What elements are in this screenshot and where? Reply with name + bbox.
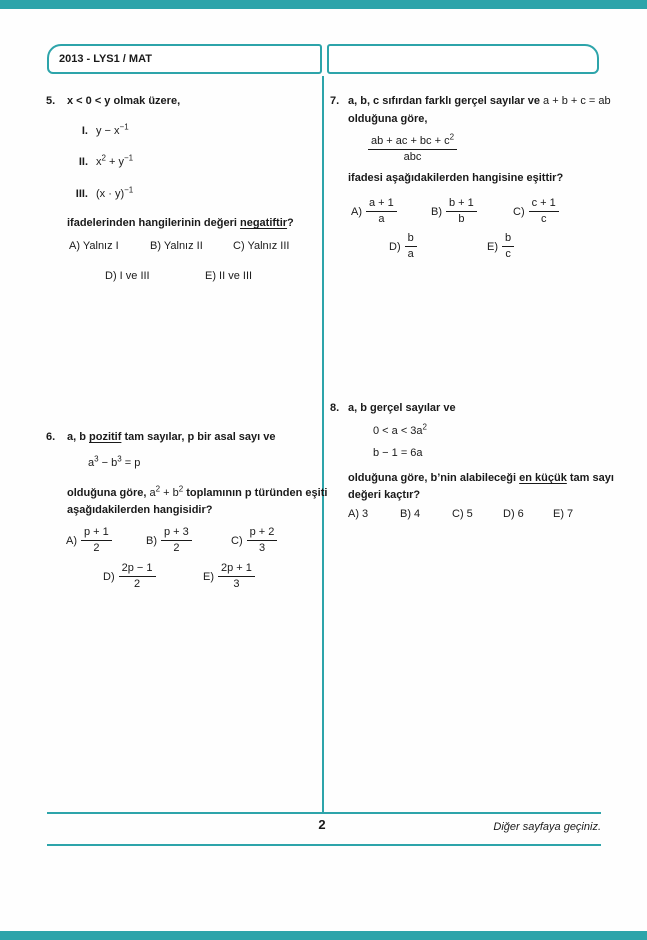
question-7-option-b [431,197,477,226]
page-edge-top-band [0,0,647,9]
roman-label: I. [81,125,88,137]
question-7-option-d [389,232,417,261]
question-stem-line-1: olduğuna göre, b’nin alabileceği en küçük tam sayı [348,472,614,484]
page-number: 2 [318,817,326,832]
question-8-option-b: B) 4 [400,508,421,520]
fraction-denominator: 2 [133,578,141,590]
question-5-option-a: A) Yalnız I [69,240,119,252]
fraction-numerator: b [405,232,417,247]
question-stem: ifadesi aşağıdakilerden hangisine eşittir? [348,172,564,184]
question-number: 8. [330,402,340,414]
statement-formula: $(x \cdot y)^{-1}$ [96,185,134,200]
question-6-option-b [146,526,192,555]
fraction-numerator: 2p − 1 [119,562,156,577]
question-6-option-c [231,526,277,555]
fraction-numerator: a + 1 [366,197,397,212]
fraction-denominator: a [407,248,414,260]
question-intro: a, b gerçel sayılar ve [348,402,456,414]
fraction [446,197,477,226]
fraction-denominator: b [458,213,465,225]
question-6-option-a [66,526,112,555]
fraction [161,526,192,555]
footer-note: Diğer sayfaya geçiniz. [493,821,601,833]
question-8-option-a: A) 3 [348,508,369,520]
question-number: 7. [330,95,340,107]
header-box-left [47,44,322,74]
fraction-numerator: ab + ac + bc + $c^2$ [368,135,457,150]
roman-label: III. [75,188,88,200]
fraction [247,526,278,555]
option-label: E) [203,570,214,583]
question-8 [330,401,615,531]
question-stem: ifadelerinden hangilerinin değeri negatiftir? [67,217,294,229]
exam-title: 2013 - LYS1 / MAT [59,53,152,65]
fraction-denominator: 2 [93,542,100,554]
option-label: B) [431,205,442,218]
question-8-option-e: E) 7 [553,508,574,520]
fraction [366,197,397,226]
page-edge-bottom-band [0,931,647,940]
fraction [218,562,255,591]
option-label: C) [231,534,243,547]
header-box-right [327,44,599,74]
question-7 [330,94,615,274]
question-stem-line-2: değeri kaçtır? [348,489,421,501]
question-intro-line-2: olduğuna göre, [348,113,428,125]
fraction-numerator: p + 3 [161,526,192,541]
footer-rule-top [47,812,601,814]
question-intro: x < 0 < y olmak üzere, [67,95,181,107]
question-intro: a, b pozitif tam sayılar, p bir asal sayı ve [67,431,276,443]
option-label: B) [146,534,157,547]
question-8-option-d: D) 6 [503,508,524,520]
question-8-option-c: C) 5 [452,508,473,520]
fraction-numerator: 2p + 1 [218,562,255,577]
question-7-option-a [351,197,397,226]
question-7-option-e [487,232,514,261]
fraction-denominator: abc [403,151,422,163]
fraction [529,197,559,226]
fraction [405,232,417,261]
question-5-option-c: C) Yalnız III [233,240,290,252]
option-label: E) [487,240,498,253]
fraction-denominator: 2 [173,542,180,554]
main-fraction [368,132,457,164]
question-number: 5. [46,95,56,107]
fraction-denominator: c [540,213,547,225]
roman-label: II. [78,156,88,168]
footer-rule-bottom [47,844,601,846]
statement-formula: $x^2 + y^{-1}$ [96,153,134,168]
question-intro-line-1: a, b, c sıfırdan farklı gerçel sayılar ve a + b + c = ab [348,95,611,107]
question-5-option-b: B) Yalnız II [150,240,203,252]
question-6-option-e [203,562,255,591]
fraction-numerator: p + 2 [247,526,278,541]
fraction-denominator: 3 [233,578,240,590]
question-number: 6. [46,431,56,443]
question-stem-line-1: olduğuna göre, $a^2 + b^2$ toplamının p türünden eşiti [67,484,328,499]
question-5 [46,94,331,294]
option-label: A) [66,534,77,547]
question-5-option-d: D) I ve III [105,270,150,282]
fraction-denominator: 3 [258,542,266,554]
fraction-denominator: a [378,213,385,225]
fraction [119,562,156,591]
option-label: A) [351,205,362,218]
option-label: D) [103,570,115,583]
fraction-numerator: b [502,232,514,247]
fraction-numerator: p + 1 [81,526,112,541]
statement-formula: $y - x^{-1}$ [96,122,129,137]
question-stem-line-2: aşağıdakilerden hangisidir? [67,504,213,516]
fraction [502,232,514,261]
fraction-numerator: c + 1 [529,197,559,212]
given-formula-1: $0 < a < 3a^2$ [373,422,427,437]
fraction [81,526,112,555]
option-label: D) [389,240,401,253]
question-5-option-e: E) II ve III [205,270,253,282]
given-formula: $a^3 - b^3 = p$ [88,454,141,469]
question-6 [46,430,331,600]
fraction-denominator: c [505,248,511,260]
given-formula-2: b − 1 = 6a [373,447,423,459]
question-6-option-d [103,562,156,591]
question-7-option-c [513,197,559,226]
fraction [368,132,457,164]
option-label: C) [513,205,525,218]
fraction-numerator: b + 1 [446,197,477,212]
